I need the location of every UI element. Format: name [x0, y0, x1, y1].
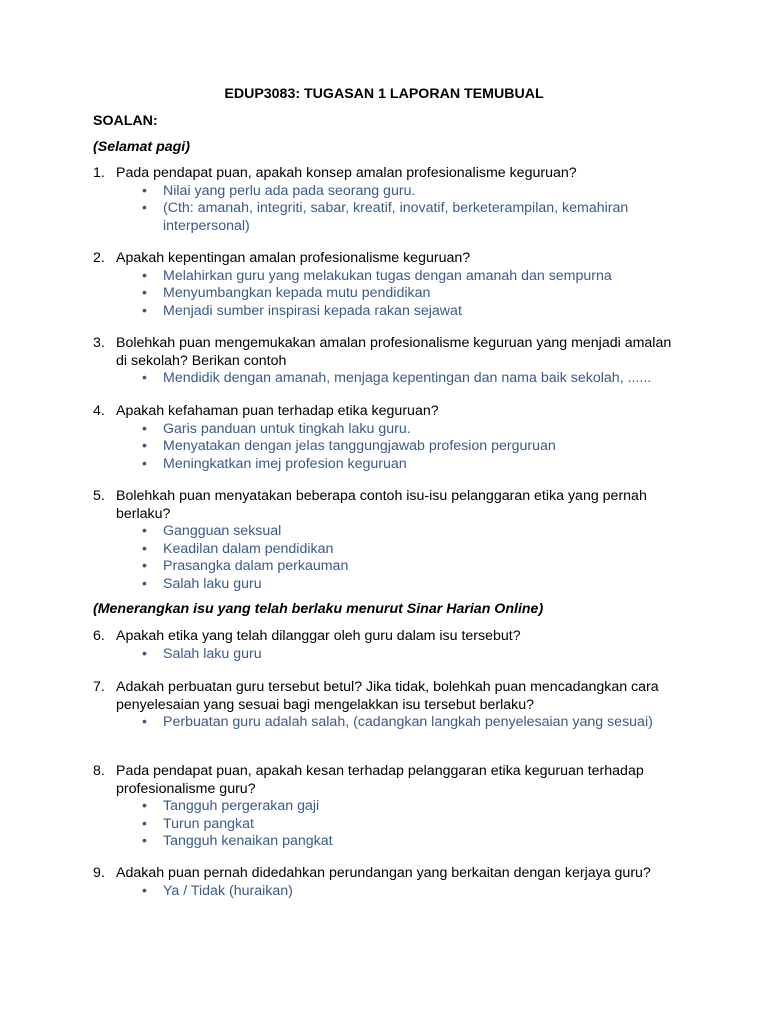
- bullet-icon: •: [142, 438, 147, 454]
- bullet-icon: •: [142, 182, 147, 199]
- answer-item: [142, 523, 663, 541]
- answer-text: Salah laku guru: [163, 645, 262, 662]
- answer-text: Gangguan seksual: [163, 523, 282, 539]
- question-label: Bolehkah puan mengemukakan amalan profesionalisme keguruan yang menjadi amalan di sekolah? Berikan contoh: [116, 335, 672, 369]
- answer-text: Garis panduan untuk tingkah laku guru.: [163, 420, 411, 437]
- bullet-icon: •: [142, 798, 147, 814]
- question-text: [93, 763, 678, 798]
- bullet-icon: •: [142, 815, 147, 832]
- question-number: 6.: [93, 628, 105, 644]
- answer-text: Mendidik dengan amanah, menjaga kepentingan dan nama baik sekolah, ......: [163, 370, 652, 386]
- question-text: [93, 250, 678, 268]
- bullet-icon: •: [142, 285, 147, 301]
- question-item: [0, 250, 768, 320]
- question-label: Pada pendapat puan, apakah kesan terhadap pelanggaran etika keguruan terhadap profesionalisme guru?: [116, 763, 644, 797]
- answer-item: [142, 882, 663, 901]
- answer-list: [0, 714, 768, 732]
- answer-item: [142, 833, 663, 851]
- question-number: 8.: [93, 763, 105, 779]
- question-number: 3.: [93, 335, 105, 351]
- bullet-icon: •: [142, 645, 147, 662]
- question-label: Bolehkah puan menyatakan beberapa contoh isu-isu pelanggaran etika yang pernah berlaku?: [116, 488, 647, 522]
- question-text: [93, 865, 678, 883]
- question-item: [0, 165, 768, 235]
- question-number: 9.: [93, 865, 105, 881]
- answer-item: [142, 798, 663, 816]
- question-label: Adakah perbuatan guru tersebut betul? Jika tidak, bolehkah puan mencadangkan cara penyelesaian yang sesuai bagi mengelakkan isu tersebut berlaku?: [116, 679, 659, 713]
- question-number: 5.: [93, 488, 105, 504]
- question-item: [0, 403, 768, 473]
- answer-item: [142, 420, 663, 439]
- question-label: Apakah kepentingan amalan profesionalisme keguruan?: [116, 250, 471, 266]
- answer-text: Salah laku guru: [163, 575, 262, 592]
- bullet-icon: •: [142, 370, 147, 386]
- answer-list: [0, 523, 768, 593]
- answer-list: [0, 646, 768, 664]
- answer-text: (Cth: amanah, integriti, sabar, kreatif, inovatif, berketerampilan, kemahiran interpersonal): [163, 200, 629, 234]
- question-number: 4.: [93, 403, 105, 419]
- question-number: 2.: [93, 250, 105, 266]
- question-text: [93, 403, 678, 421]
- question-label: Apakah kefahaman puan terhadap etika keguruan?: [116, 403, 439, 419]
- answer-text: Menjadi sumber inspirasi kepada rakan sejawat: [163, 302, 462, 319]
- question-text: [93, 679, 678, 714]
- answer-text: Meningkatkan imej profesion keguruan: [163, 455, 407, 472]
- question-label: Adakah puan pernah didedahkan perundangan yang berkaitan dengan kerjaya guru?: [116, 865, 651, 881]
- question-text: [93, 488, 678, 523]
- answer-text: Menyumbangkan kepada mutu pendidikan: [163, 285, 431, 301]
- answer-list: [0, 798, 768, 851]
- answer-list: [0, 183, 768, 236]
- question-text: [93, 335, 678, 370]
- question-number: 1.: [93, 165, 105, 181]
- bullet-icon: •: [142, 882, 147, 899]
- answer-item: [142, 200, 663, 235]
- context-note: (Menerangkan isu yang telah berlaku menurut Sinar Harian Online): [93, 601, 544, 617]
- answer-text: Prasangka dalam perkauman: [163, 558, 349, 574]
- bullet-icon: •: [142, 455, 147, 472]
- question-item: [0, 679, 768, 732]
- question-item: [0, 865, 768, 900]
- bullet-icon: •: [142, 714, 147, 730]
- question-item: [0, 763, 768, 851]
- question-label: Apakah etika yang telah dilanggar oleh guru dalam isu tersebut?: [116, 628, 521, 644]
- greeting-note: (Selamat pagi): [93, 139, 190, 155]
- bullet-icon: •: [142, 523, 147, 539]
- answer-list: [0, 268, 768, 321]
- bullet-icon: •: [142, 302, 147, 319]
- answer-item: [142, 370, 663, 388]
- answer-text: Keadilan dalam pendidikan: [163, 540, 334, 557]
- answer-list: [0, 883, 768, 901]
- answer-text: Menyatakan dengan jelas tanggungjawab profesion perguruan: [163, 438, 556, 454]
- answer-text: Ya / Tidak (huraikan): [163, 882, 293, 899]
- question-item: [0, 335, 768, 388]
- answer-item: [142, 455, 663, 474]
- answer-item: [142, 815, 663, 834]
- answer-item: [142, 645, 663, 664]
- answer-text: Nilai yang perlu ada pada seorang guru.: [163, 182, 416, 199]
- answer-text: Perbuatan guru adalah salah, (cadangkan langkah penyelesaian yang sesuai): [163, 714, 653, 730]
- answer-item: [142, 182, 663, 201]
- answer-text: Melahirkan guru yang melakukan tugas dengan amanah dan sempurna: [163, 267, 612, 284]
- question-text: [93, 165, 678, 183]
- answer-item: [142, 285, 663, 303]
- answer-text: Turun pangkat: [163, 815, 254, 832]
- question-item: [0, 488, 768, 593]
- bullet-icon: •: [142, 558, 147, 574]
- answer-text: Tangguh pergerakan gaji: [163, 798, 320, 814]
- bullet-icon: •: [142, 833, 147, 849]
- answer-item: [142, 438, 663, 456]
- answer-item: [142, 558, 663, 576]
- document-title: EDUP3083: TUGASAN 1 LAPORAN TEMUBUAL: [224, 86, 544, 102]
- answer-text: Tangguh kenaikan pangkat: [163, 833, 333, 849]
- section-heading: SOALAN:: [93, 113, 158, 129]
- bullet-icon: •: [142, 267, 147, 284]
- question-number: 7.: [93, 679, 105, 695]
- answer-list: [0, 370, 768, 388]
- answer-item: [142, 575, 663, 594]
- answer-list: [0, 421, 768, 474]
- bullet-icon: •: [142, 420, 147, 437]
- answer-item: [142, 540, 663, 559]
- answer-item: [142, 302, 663, 321]
- question-text: [93, 628, 678, 646]
- bullet-icon: •: [142, 540, 147, 557]
- question-item: [0, 628, 768, 663]
- question-label: Pada pendapat puan, apakah konsep amalan profesionalisme keguruan?: [116, 165, 577, 181]
- bullet-icon: •: [142, 200, 147, 216]
- bullet-icon: •: [142, 575, 147, 592]
- answer-item: [142, 714, 663, 732]
- answer-item: [142, 267, 663, 286]
